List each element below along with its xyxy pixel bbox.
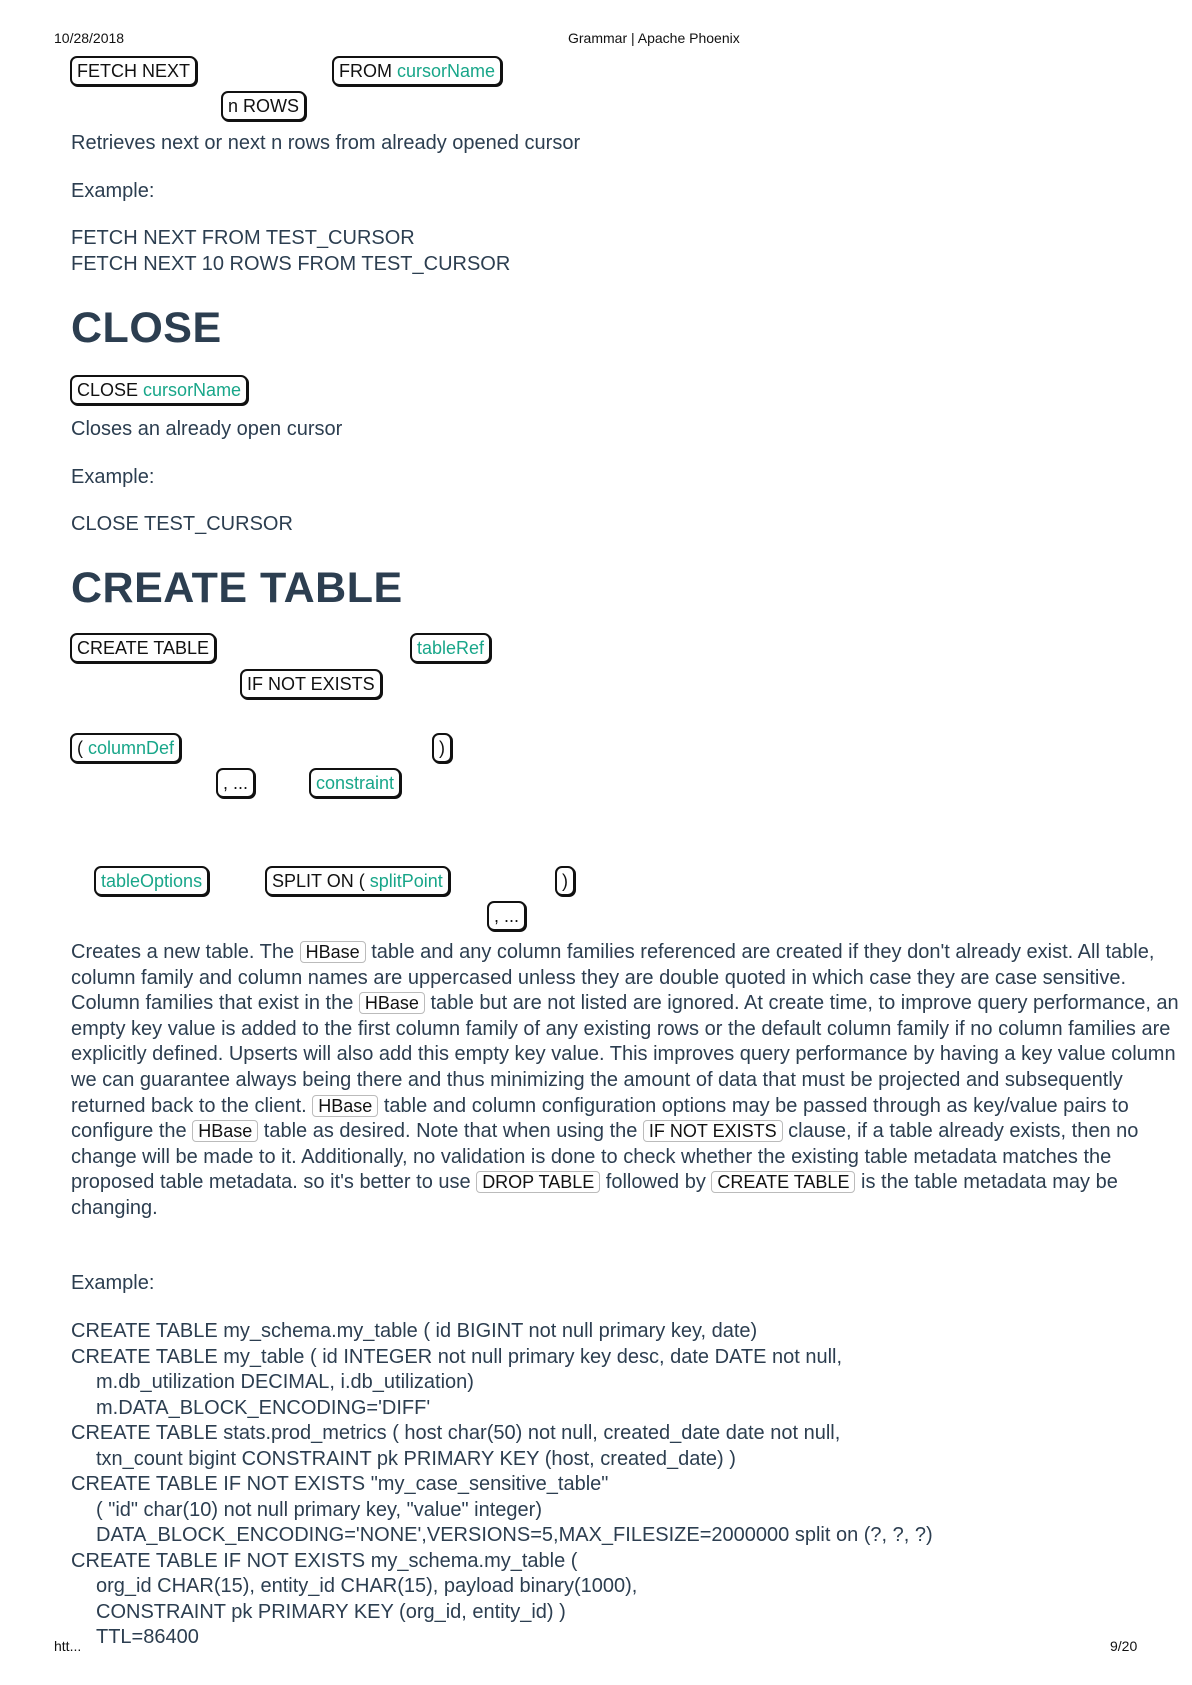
create-table-description: Creates a new table. The HBase table and any column families referenced are created if they don't already exist. All table, column family and column names are uppercased unless they are double quoted in which case they are case sensitive. Column families that exist in the HBase table but are not listed are ignored. At create time, to improve query performance, an empty key value is added to the first column family of any existing rows or the default column family if no column families are explicitly defined. Upserts will also add this empty key value. This improves query performance by having a key value column we can guarantee always being there and thus minimizing the amount of data that must be projected and subsequently returned back to the client. HBase table and column configuration options may be passed through as key/value pairs to configure the HBase table as desired. Note that when using the IF NOT EXISTS clause, if a table already exists, then no change will be made to it. Additionally, no validation is done to check whether the existing table metadata matches the proposed table metadata. so it's better to use DROP TABLE followed by CREATE TABLE is the table metadata may be changing. (71, 941, 1179, 1219)
example-line: m.DATA_BLOCK_ENCODING='DIFF' (96, 1396, 431, 1419)
print-date: 10/28/2018 (54, 30, 125, 46)
rr-n-rows: n ROWS (221, 91, 306, 121)
close-example-label: Example: (71, 466, 155, 488)
code-hbase: HBase (359, 992, 425, 1014)
rr-fetch-next: FETCH NEXT (70, 56, 197, 86)
create-table-heading: CREATE TABLE (71, 564, 403, 612)
rr-split-point-link[interactable]: splitPoint (369, 871, 443, 891)
rr-close: CLOSE cursorName (70, 375, 248, 405)
create-table-examples (71, 1319, 933, 1651)
example-line: txn_count bigint CONSTRAINT pk PRIMARY KEY (host, created_date) ) (96, 1447, 736, 1470)
rr-column-def: ( columnDef (70, 733, 181, 763)
rr-table-options[interactable]: tableOptions (94, 866, 209, 896)
rr-column-def-link[interactable]: columnDef (88, 738, 175, 758)
close-example: CLOSE TEST_CURSOR (71, 513, 293, 535)
example-line: org_id CHAR(15), entity_id CHAR(15), payload binary(1000), (96, 1575, 638, 1597)
example-line: DATA_BLOCK_ENCODING='NONE',VERSIONS=5,MAX_FILESIZE=2000000 split on (?, ?, ?) (96, 1524, 933, 1546)
print-url: htt... (54, 1638, 82, 1654)
code-drop-table: DROP TABLE (476, 1171, 600, 1193)
create-table-example-label: Example: (71, 1272, 155, 1294)
example-line: CREATE TABLE stats.prod_metrics ( host char(50) not null, created_date date not null, (71, 1422, 841, 1444)
example-line: m.db_utilization DECIMAL, i.db_utilization) (96, 1371, 474, 1393)
fetch-example-label: Example: (71, 180, 155, 202)
example-line: TTL=86400 (96, 1626, 199, 1648)
fetch-description: Retrieves next or next n rows from already opened cursor (71, 132, 581, 154)
rr-comma-more-2: , ... (487, 901, 526, 931)
rr-close-cursor-name-link[interactable]: cursorName (143, 380, 242, 400)
example-line: CONSTRAINT pk PRIMARY KEY (org_id, entity_id) ) (96, 1600, 566, 1623)
example-line: ( "id" char(10) not null primary key, "value" integer) (96, 1498, 542, 1521)
close-description: Closes an already open cursor (71, 418, 343, 440)
code-hbase: HBase (312, 1095, 378, 1117)
example-line: CREATE TABLE IF NOT EXISTS "my_case_sensitive_table" (71, 1473, 609, 1495)
code-hbase: HBase (300, 941, 366, 963)
fetch-example-1: FETCH NEXT FROM TEST_CURSOR (71, 227, 415, 249)
example-line: CREATE TABLE my_schema.my_table ( id BIGINT not null primary key, date) (71, 1320, 758, 1342)
rr-close-paren-1: ) (432, 733, 452, 763)
code-create-table: CREATE TABLE (711, 1171, 855, 1193)
rr-cursor-name-link[interactable]: cursorName (397, 61, 496, 81)
print-title: Grammar | Apache Phoenix (568, 30, 740, 46)
rr-constraint[interactable]: constraint (309, 768, 401, 798)
code-hbase: HBase (192, 1120, 258, 1142)
fetch-example-2: FETCH NEXT 10 ROWS FROM TEST_CURSOR (71, 253, 511, 275)
rr-if-not-exists: IF NOT EXISTS (240, 669, 382, 699)
rr-from-cursor: FROM cursorName (332, 56, 502, 86)
rr-create-table: CREATE TABLE (70, 633, 216, 663)
close-heading: CLOSE (71, 304, 222, 352)
rr-close-paren-2: ) (555, 866, 575, 896)
rr-split-on: SPLIT ON ( splitPoint (265, 866, 450, 896)
print-page-number: 9/20 (1110, 1638, 1138, 1654)
example-line: CREATE TABLE my_table ( id INTEGER not null primary key desc, date DATE not null, (71, 1345, 843, 1368)
example-line: CREATE TABLE IF NOT EXISTS my_schema.my_table ( (71, 1549, 578, 1572)
rr-comma-more-1: , ... (216, 768, 255, 798)
code-if-not-exists: IF NOT EXISTS (643, 1120, 783, 1142)
rr-table-ref[interactable]: tableRef (410, 633, 491, 663)
